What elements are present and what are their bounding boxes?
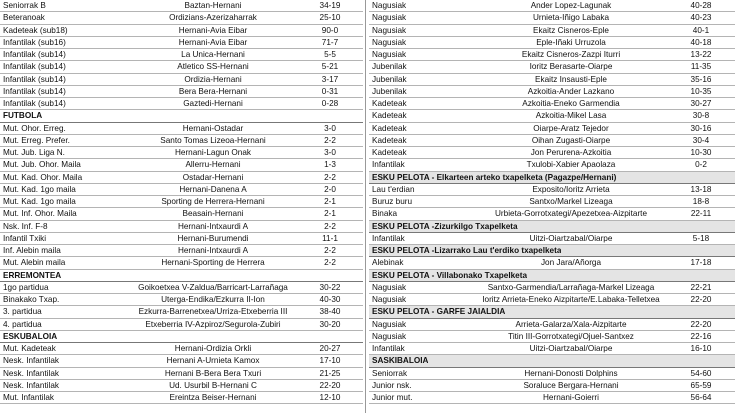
section-heading-text: ESKU PELOTA - Elkarteen arteko txapelketa (Pagazpe/Hernani) <box>372 172 617 182</box>
category-cell: Kadeteak <box>372 123 407 133</box>
score-cell: 40-1 <box>692 25 710 35</box>
result-row <box>369 343 735 355</box>
category-cell: Nagusiak <box>372 1 407 10</box>
match-cell: Hernani-Intxaurdi A <box>177 221 249 231</box>
result-row <box>369 0 735 12</box>
match-cell: Uterga-Endika/Ezkurra II-Ion <box>161 295 265 304</box>
category-cell: Infantilak <box>372 160 405 170</box>
result-row <box>369 294 735 306</box>
result-row <box>369 368 735 380</box>
match-cell: Santxo-Garmendia/Larrañaga-Markel Lizeaga <box>487 282 655 292</box>
match-cell: Exposito/Ioritz Arrieta <box>532 184 610 194</box>
score-cell: 90-0 <box>321 25 339 35</box>
score-cell: 2-1 <box>324 209 336 219</box>
category-cell: Jubenilak <box>372 86 407 96</box>
result-row <box>0 368 363 380</box>
match-cell: Ud. Usurbil B-Hernani C <box>169 380 257 390</box>
result-row <box>369 49 735 61</box>
result-row <box>0 135 363 147</box>
category-cell: Kadeteak <box>372 135 407 145</box>
section-heading-saskibaloia <box>369 355 735 367</box>
section-heading-esku-pelota-villabonako-txapelketa <box>369 270 735 282</box>
score-cell: 25-10 <box>319 13 341 23</box>
result-row <box>0 74 363 86</box>
match-cell: Soraluce Bergara-Hernani <box>523 380 619 390</box>
match-cell: Atletico SS-Hernani <box>177 62 249 72</box>
score-cell: 71-7 <box>321 37 339 47</box>
result-row <box>369 135 735 147</box>
match-cell: Titin III-Gorrotxategi/Ojuel-Santxez <box>508 331 634 341</box>
score-cell: 65-59 <box>690 380 712 390</box>
result-row <box>0 98 363 110</box>
section-heading-text: ESKU PELOTA - Villabonako Txapelketa <box>372 270 527 280</box>
category-cell: Mut. Jub. Liga N. <box>3 148 65 157</box>
category-cell: Mut. Inf. Ohor. Maila <box>3 209 77 219</box>
category-cell: Mut. Kad. 1go maila <box>3 197 76 206</box>
result-row <box>0 123 363 135</box>
column-divider <box>365 0 366 413</box>
match-cell: Uitzi-Oiartzabal/Oiarpe <box>529 344 613 353</box>
match-cell: Jon Jara/Añorga <box>540 258 602 268</box>
result-row <box>0 257 363 269</box>
match-cell: Hernani-Avia Eibar <box>178 37 248 47</box>
score-cell: 0-31 <box>321 86 339 96</box>
category-cell: Mut. Kad. 1go maila <box>3 184 76 194</box>
score-cell: 56-64 <box>690 393 712 402</box>
result-row <box>0 147 363 159</box>
category-cell: Mut. Kadeteak <box>3 344 56 353</box>
match-cell: Urbieta-Gorrotxategi/Apezetxea-Aizpitarte <box>495 209 647 219</box>
score-cell: 22-21 <box>690 282 712 292</box>
category-cell: Mut. Kad. Ohor. Maila <box>3 172 83 182</box>
result-row <box>369 61 735 73</box>
category-cell: Infantilak <box>372 233 405 243</box>
match-cell: Ekaitz Cisneros-Eple <box>533 25 609 35</box>
match-cell: Hernani B-Bera Bera Txuri <box>164 368 262 378</box>
category-cell: Binaka <box>372 209 398 219</box>
result-row <box>369 184 735 196</box>
result-row <box>369 123 735 135</box>
category-cell: Kadeteak (sub18) <box>3 25 68 35</box>
category-cell: Alebinak <box>372 258 404 268</box>
score-cell: 3-0 <box>324 123 336 133</box>
score-cell: 38-40 <box>319 307 341 317</box>
category-cell: 1go partidua <box>3 282 49 292</box>
category-cell: Junior mut. <box>372 393 413 402</box>
score-cell: 0-28 <box>321 99 339 108</box>
score-cell: 17-18 <box>690 258 712 268</box>
match-cell: Ereintza Beiser-Hernani <box>169 393 257 402</box>
score-cell: 12-10 <box>319 393 341 402</box>
score-cell: 17-10 <box>319 356 341 366</box>
score-cell: 3-17 <box>321 74 339 84</box>
score-cell: 22-16 <box>690 331 712 341</box>
section-heading-text: ESKU PELOTA -Zizurkilgo Txapelketa <box>372 221 518 231</box>
match-cell: Ostadar-Hernani <box>182 172 244 182</box>
result-row <box>0 306 363 318</box>
match-cell: Santxo/Markel Lizeaga <box>529 197 613 206</box>
result-row <box>0 355 363 367</box>
result-row <box>0 221 363 233</box>
score-cell: 11-1 <box>322 233 338 243</box>
result-row <box>0 25 363 37</box>
category-cell: Nagusiak <box>372 37 407 47</box>
section-heading-esku-pelota-garfe-jaialdia <box>369 306 735 318</box>
result-row <box>369 25 735 37</box>
result-row <box>369 12 735 24</box>
category-cell: Infantilak (sub14) <box>3 86 66 96</box>
score-cell: 22-20 <box>690 319 712 329</box>
category-cell: Seniorrak <box>372 368 408 378</box>
section-heading-eskubaloia <box>0 331 363 343</box>
match-cell: Arrieta-Galarza/Xala-Aizpitarte <box>515 319 627 329</box>
score-cell: 22-20 <box>319 380 341 390</box>
category-cell: Kadeteak <box>372 111 407 121</box>
result-row <box>0 172 363 184</box>
results-column-left <box>0 0 363 413</box>
result-row <box>0 208 363 220</box>
section-heading-text: ERREMONTEA <box>3 270 62 280</box>
match-cell: Uitzi-Oiartzabal/Oiarpe <box>529 233 613 243</box>
match-cell: Txulobi-Xabier Apaolaza <box>526 160 616 170</box>
result-row <box>0 282 363 294</box>
score-cell: 5-5 <box>324 50 336 59</box>
score-cell: 30-20 <box>319 319 341 329</box>
match-cell: Hernani A-Urnieta Kamox <box>166 356 260 366</box>
category-cell: Kadeteak <box>372 99 407 108</box>
result-row <box>369 147 735 159</box>
result-row <box>0 380 363 392</box>
match-cell: Bera Bera-Hernani <box>178 86 248 96</box>
match-cell: Ioritz Arrieta-Eneko Aizpitarte/E.Labaka-Telletxea <box>482 295 660 304</box>
score-cell: 2-2 <box>324 221 336 231</box>
result-row <box>0 233 363 245</box>
result-row <box>0 294 363 306</box>
category-cell: Buruz buru <box>372 197 413 206</box>
score-cell: 54-60 <box>690 368 712 378</box>
score-cell: 20-27 <box>319 344 341 353</box>
category-cell: Infantilak (sub14) <box>3 62 66 72</box>
result-row <box>0 392 363 404</box>
match-cell: Santo Tomas Lizeoa-Hernani <box>160 135 266 145</box>
match-cell: Allerru-Hernani <box>185 160 241 170</box>
score-cell: 35-16 <box>690 74 712 84</box>
section-heading-text: ESKUBALOIA <box>3 331 58 341</box>
category-cell: Infantilak <box>372 344 405 353</box>
category-cell: Mut. Erreg. Prefer. <box>3 135 70 145</box>
score-cell: 5-18 <box>692 233 710 243</box>
score-cell: 34-19 <box>319 1 341 10</box>
category-cell: Junior nsk. <box>372 380 412 390</box>
category-cell: Binakako Txap. <box>3 295 60 304</box>
category-cell: Nsk. Inf. F-8 <box>3 221 48 231</box>
score-cell: 30-16 <box>690 123 712 133</box>
section-heading-esku-pelota-elkarteen-arteko-txapelketa- <box>369 172 735 184</box>
match-cell: Ordizians-Azerizaharrak <box>169 13 257 23</box>
result-row <box>369 98 735 110</box>
match-cell: Azkoitia-Eneko Garmendia <box>522 99 620 108</box>
score-cell: 11-35 <box>690 62 712 72</box>
score-cell: 5-21 <box>321 62 339 72</box>
category-cell: Mut. Ohor. Erreg. <box>3 123 66 133</box>
score-cell: 3-0 <box>324 148 336 157</box>
category-cell: Infantil Txiki <box>3 233 47 243</box>
result-row <box>0 159 363 171</box>
match-cell: Hernani-Burumendi <box>177 233 249 243</box>
score-cell: 22-20 <box>690 295 712 304</box>
match-cell: Ezkurra-Barrenetxea/Urriza-Etxeberria III <box>138 307 288 317</box>
category-cell: Nagusiak <box>372 331 407 341</box>
match-cell: Eple-Iñaki Urruzola <box>536 37 606 47</box>
result-row <box>369 208 735 220</box>
category-cell: Nagusiak <box>372 295 407 304</box>
match-cell: Hernani-Ostadar <box>182 123 244 133</box>
category-cell: Mut. Infantilak <box>3 393 54 402</box>
match-cell: Ordizia-Hernani <box>184 74 242 84</box>
result-row <box>369 110 735 122</box>
score-cell: 10-30 <box>690 148 712 157</box>
result-row <box>0 343 363 355</box>
category-cell: Nagusiak <box>372 282 407 292</box>
section-heading-text: ESKU PELOTA -Lizarrako Lau t'erdiko txapelketa <box>372 246 562 255</box>
match-cell: La Unica-Hernani <box>181 50 245 59</box>
category-cell: Kadeteak <box>372 148 407 157</box>
match-cell: Urnieta-Iñigo Labaka <box>532 13 609 23</box>
score-cell: 2-2 <box>324 135 336 145</box>
score-cell: 0-2 <box>695 160 707 170</box>
category-cell: Beteranoak <box>3 13 45 23</box>
category-cell: Jubenilak <box>372 74 407 84</box>
category-cell: Nesk. Infantilak <box>3 380 59 390</box>
score-cell: 18-8 <box>692 197 710 206</box>
match-cell: Beasain-Hernani <box>182 209 244 219</box>
score-cell: 10-35 <box>690 86 712 96</box>
result-row <box>369 380 735 392</box>
match-cell: Azkoitia-Ander Lazkano <box>527 86 615 96</box>
score-cell: 2-2 <box>324 172 336 182</box>
category-cell: Nagusiak <box>372 25 407 35</box>
result-row <box>369 196 735 208</box>
match-cell: Ander Lopez-Lagunak <box>530 1 612 10</box>
category-cell: Infantilak (sub14) <box>3 50 66 59</box>
score-cell: 22-11 <box>690 209 712 219</box>
score-cell: 2-2 <box>324 258 336 268</box>
category-cell: Infantilak (sub14) <box>3 74 66 84</box>
match-cell: Sporting de Herrera-Hernani <box>161 197 265 206</box>
score-cell: 2-1 <box>324 197 336 206</box>
match-cell: Jon Perurena-Azkoitia <box>530 148 612 157</box>
category-cell: Mut. Alebin maila <box>3 258 66 268</box>
score-cell: 40-30 <box>319 295 341 304</box>
result-row <box>0 184 363 196</box>
match-cell: Baztan-Hernani <box>184 1 242 10</box>
match-cell: Hernani-Danena A <box>179 184 247 194</box>
section-heading-text: SASKIBALOIA <box>372 356 429 366</box>
match-cell: Ioritz Berasarte-Oiarpe <box>529 62 613 72</box>
match-cell: Hernani-Sporting de Herrera <box>161 258 265 268</box>
result-row <box>369 37 735 49</box>
match-cell: Hernani-Intxaurdi A <box>177 246 249 255</box>
score-cell: 30-27 <box>690 99 712 108</box>
match-cell: Gaztedi-Hernani <box>183 99 243 108</box>
match-cell: Oihan Zugasti-Oiarpe <box>531 135 611 145</box>
category-cell: Infantilak (sub14) <box>3 99 66 108</box>
match-cell: Hernani-Ordizia Orkli <box>174 344 252 353</box>
category-cell: Mut. Jub. Ohor. Maila <box>3 160 81 170</box>
result-row <box>369 159 735 171</box>
match-cell: Hernani-Lagun Onak <box>174 148 251 157</box>
result-row <box>0 319 363 331</box>
result-row <box>0 61 363 73</box>
result-row <box>0 37 363 49</box>
category-cell: Nesk. Infantilak <box>3 356 59 366</box>
score-cell: 40-23 <box>690 13 712 23</box>
section-heading-erremontea <box>0 270 363 282</box>
result-row <box>0 86 363 98</box>
category-cell: Inf. Alebin maila <box>3 246 61 255</box>
results-column-right <box>369 0 735 413</box>
match-cell: Ekaitz Cisneros-Zazpi Iturri <box>521 50 621 59</box>
category-cell: Infantilak (sub16) <box>3 37 66 47</box>
section-heading-text: FUTBOLA <box>3 111 43 121</box>
result-row <box>369 331 735 343</box>
score-cell: 40-18 <box>690 37 712 47</box>
result-row <box>369 74 735 86</box>
match-cell: Hernani-Goierri <box>543 393 599 402</box>
result-row <box>369 257 735 269</box>
result-row <box>369 233 735 245</box>
match-cell: Ekaitz Insausti-Eple <box>535 74 607 84</box>
section-heading-futbola <box>0 110 363 122</box>
category-cell: Lau t'erdian <box>372 184 415 194</box>
result-row <box>369 282 735 294</box>
score-cell: 13-18 <box>690 184 712 194</box>
result-row <box>0 196 363 208</box>
match-cell: Etxeberria IV-Azpiroz/Segurola-Zubiri <box>145 319 281 329</box>
match-cell: Hernani-Avia Eibar <box>178 25 248 35</box>
match-cell: Azkoitia-Mikel Lasa <box>535 111 607 121</box>
score-cell: 30-4 <box>692 135 710 145</box>
result-row <box>369 392 735 404</box>
score-cell: 30-22 <box>319 282 341 292</box>
category-cell: Nagusiak <box>372 319 407 329</box>
score-cell: 2-0 <box>324 184 336 194</box>
section-heading-text: ESKU PELOTA - GARFE JAIALDIA <box>372 307 506 317</box>
score-cell: 13-22 <box>690 50 712 59</box>
score-cell: 2-2 <box>324 246 336 255</box>
result-row <box>369 86 735 98</box>
result-row <box>369 319 735 331</box>
result-row <box>0 0 363 12</box>
category-cell: Nagusiak <box>372 50 407 59</box>
score-cell: 21-25 <box>319 368 341 378</box>
result-row <box>0 12 363 24</box>
match-cell: Oiarpe-Aratz Tejedor <box>533 123 609 133</box>
score-cell: 1-3 <box>324 160 336 170</box>
result-row <box>0 49 363 61</box>
section-heading-esku-pelota-zizurkilgo-txapelketa <box>369 221 735 233</box>
match-cell: Hernani-Donosti Dolphins <box>524 368 618 378</box>
category-cell: Jubenilak <box>372 62 407 72</box>
category-cell: 4. partidua <box>3 319 42 329</box>
category-cell: Nagusiak <box>372 13 407 23</box>
score-cell: 16-10 <box>690 344 712 353</box>
category-cell: Seniorrak B <box>3 1 46 10</box>
result-row <box>0 245 363 257</box>
score-cell: 30-8 <box>692 111 710 121</box>
match-cell: Goikoetxea V-Zaldua/Barricart-Larrañaga <box>138 282 288 292</box>
score-cell: 40-28 <box>690 1 712 10</box>
category-cell: Nesk. Infantilak <box>3 368 59 378</box>
category-cell: 3. partidua <box>3 307 42 317</box>
section-heading-esku-pelota-lizarrako-lau-t-erdiko-txape <box>369 245 735 257</box>
